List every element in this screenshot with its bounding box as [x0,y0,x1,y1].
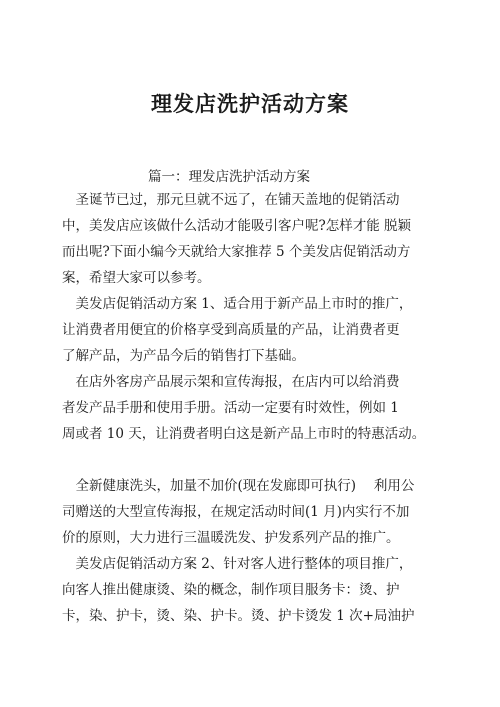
paragraph-gap [62,447,442,473]
document-body [62,187,442,629]
body-line: 而出呢?下面小编今天就给大家推荐 5 个美发店促销活动方 [62,244,411,260]
body-line: 了解产品，为产品今后的销售打下基础。 [62,348,305,364]
body-line: 中，美发店应该做什么活动才能吸引客户呢?怎样才能 脱颖 [62,218,412,234]
body-line: 圣诞节已过，那元旦就不远了，在铺天盖地的促销活动 [62,192,400,208]
body-line: 案，希望大家可以参考。 [62,270,211,286]
document-title: 理发店洗护活动方案 [151,91,349,116]
body-line: 价的原则，大力进行三温暖洗发、护发系列产品的推广。 [62,530,400,546]
section-subtitle: 篇一：理发店洗护活动方案 [148,169,310,185]
body-line: 美发店促销活动方案 1、适合用于新产品上市时的推广， [62,296,413,312]
body-line: 向客人推出健康烫、染的概念，制作项目服务卡：烫、护 [62,582,400,598]
body-line: 者发产品手册和使用手册。活动一定要有时效性，例如 1 [62,400,399,416]
body-line: 美发店促销活动方案 2、针对客人进行整体的项目推广， [62,556,413,572]
body-line: 周或者 10 天，让消费者明白这是新产品上市时的特惠活动。 [62,426,426,442]
body-line: 司赠送的大型宣传海报，在规定活动时间(1 月)内实行不加 [62,504,410,520]
body-line: 全新健康洗头，加量不加价(现在发廊即可执行) 利用公 [62,478,415,494]
body-line: 在店外客房产品展示架和宣传海报，在店内可以给消费 [62,374,400,390]
body-line: 让消费者用便宜的价格享受到高质量的产品，让消费者更 [62,322,400,338]
body-line: 卡，染、护卡，烫、染、护卡。烫、护卡烫发 1 次+局油护 [62,608,415,624]
